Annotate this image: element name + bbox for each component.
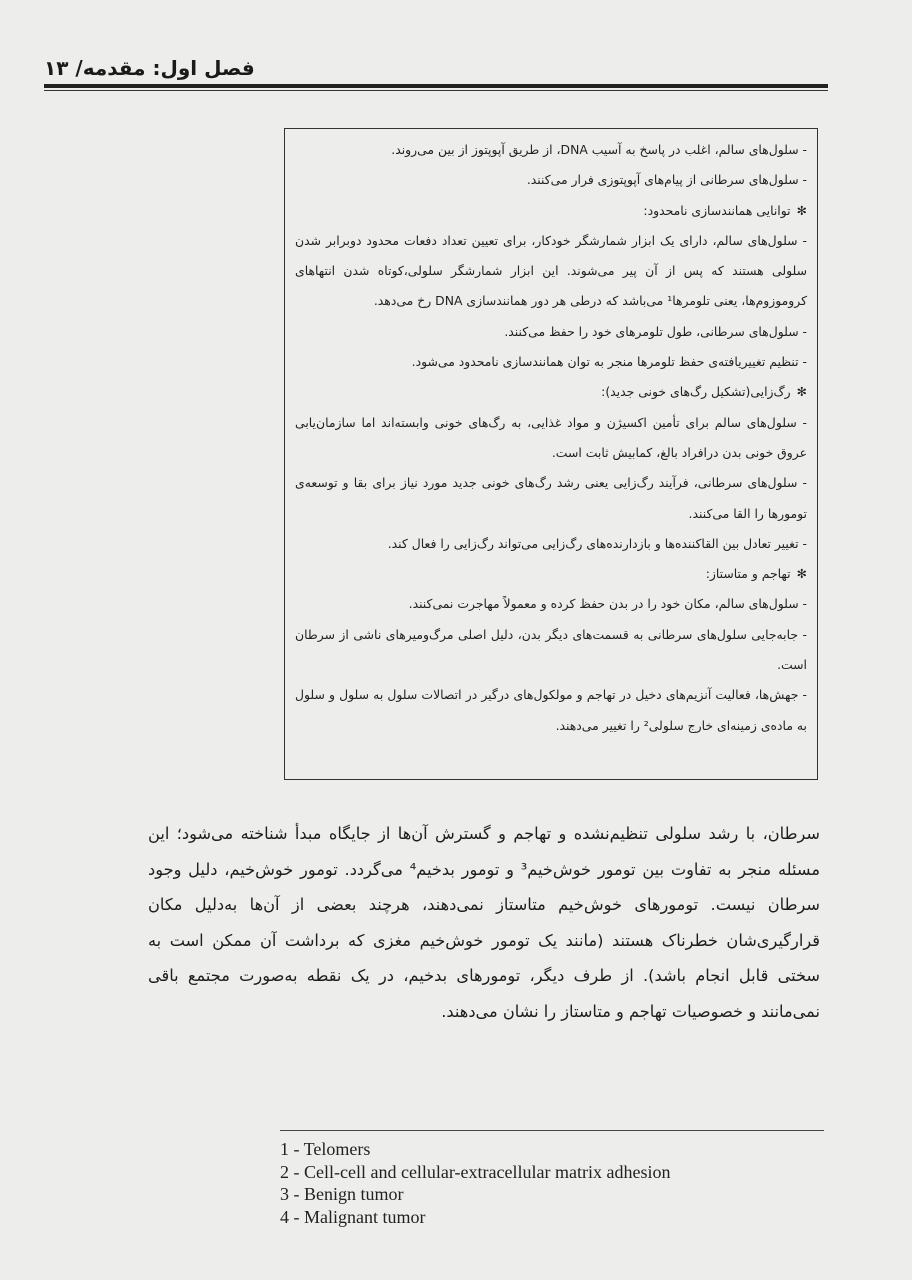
asterisk-icon: ✻ (796, 384, 807, 400)
box-line: - جابه‌جایی سلول‌های سرطانی به قسمت‌های دیگر بدن، دلیل اصلی مرگ‌ومیرهای ناشی از سرطان است. (295, 626, 807, 673)
box-line: - تنظیم تغییریافته‌ی حفظ تلومرها منجر به توان همانندسازی نامحدود می‌شود. (411, 354, 807, 370)
box-line: - سلول‌های سالم، دارای یک ابزار شمارشگر خودکار، برای تعیین تعداد دفعات محدود دوبرابر شدن سلولی هستند که پس از آن پیر می‌شوند. این ابزار شمارشگر سلولی،کوتاه شدن انتهاهای کروموزوم‌ها، یعنی تلومرها¹ می‌باشد که درطی هر دور همانندسازی DNA رخ می‌دهد. (295, 232, 807, 309)
header-rule-thin (44, 90, 828, 91)
box-line: - سلول‌های سالم، اغلب در پاسخ به آسیب DNA، از طریق آپوپتوز از بین می‌روند. (391, 142, 807, 157)
box-heading: ✻رگ‌زایی(تشکیل رگ‌های خونی جدید): (295, 377, 807, 407)
footnote-item: 2 - Cell-cell and cellular-extracellular matrix adhesion (280, 1161, 671, 1182)
paragraph-text: سرطان، با رشد سلولی تنظیم‌نشده و تهاجم و گسترش آن‌ها از جایگاه مبدأ شناخته می‌شود؛ این مسئله منجر به تفاوت بین تومور خوش‌خیم³ و تومور بدخیم⁴ می‌گردد. تومور خوش‌خیم، دلیل وجود سرطان نیست. تومورهای خوش‌خیم متاستاز نمی‌دهند، هرچند بعضی از آن‌ها به‌دلیل مکان قرارگیری‌شان خطرناک هستند (مانند یک تومور خوش‌خیم مغزی که برداشت آن ممکن است به سختی قابل انجام باشد). از طرف دیگر، تومورهای بدخیم، در یک نقطه به‌صورت مجتمع باقی نمی‌مانند و خصوصیات تهاجم و متاستاز را نشان می‌دهند. (148, 824, 821, 1021)
asterisk-icon: ✻ (796, 202, 807, 218)
running-header-title: فصل اول: مقدمه/ ۱۳ (44, 56, 255, 80)
footnote-rule (280, 1130, 824, 1131)
box-line: - سلول‌های سرطانی از پیام‌های آپوپتوزی فرار می‌کنند. (526, 172, 807, 188)
box-line: - سلول‌های سالم برای تأمین اکسیژن و مواد غذایی، به رگ‌های خونی وابسته‌اند اما سازمان‌یابی عروق خونی بدن درافراد بالغ، کمابیش ثابت است. (295, 414, 807, 460)
footnote-item: 4 - Malignant tumor (280, 1206, 426, 1227)
header-rule-thick (44, 84, 828, 88)
page-header (44, 56, 828, 82)
box-heading: ✻توانایی همانندسازی نامحدود: (295, 196, 807, 226)
box-line: - جهش‌ها، فعالیت آنزیم‌های دخیل در تهاجم و مولکول‌های درگیر در اتصالات سلول به سلول و سلول به ماده‌ی زمینه‌ای خارج سلولی² را تغییر می‌دهند. (295, 687, 807, 733)
asterisk-icon: ✻ (796, 566, 807, 582)
box-line: - سلول‌های سرطانی، فرآیند رگ‌زایی یعنی رشد رگ‌های خونی جدید مورد نیاز برای بقا و توسعه‌ی تومورها را القا می‌کنند. (295, 475, 807, 521)
box-heading: ✻تهاجم و متاستاز: (295, 559, 807, 589)
box-line: - تغییر تعادل بین القاکننده‌ها و بازدارنده‌های رگ‌زایی می‌تواند رگ‌زایی را فعال کند. (387, 535, 807, 551)
footnote-item: 3 - Benign tumor (280, 1184, 404, 1204)
box-line: - سلول‌های سرطانی، طول تلومرهای خود را حفظ می‌کنند. (504, 323, 807, 339)
body-paragraph (148, 816, 820, 1030)
boxed-summary (284, 128, 818, 780)
box-line: - سلول‌های سالم، مکان خود را در بدن حفظ کرده و معمولاً مهاجرت نمی‌کنند. (408, 596, 807, 612)
footnotes (280, 1138, 820, 1228)
footnote-item: 1 - Telomers (280, 1139, 371, 1159)
